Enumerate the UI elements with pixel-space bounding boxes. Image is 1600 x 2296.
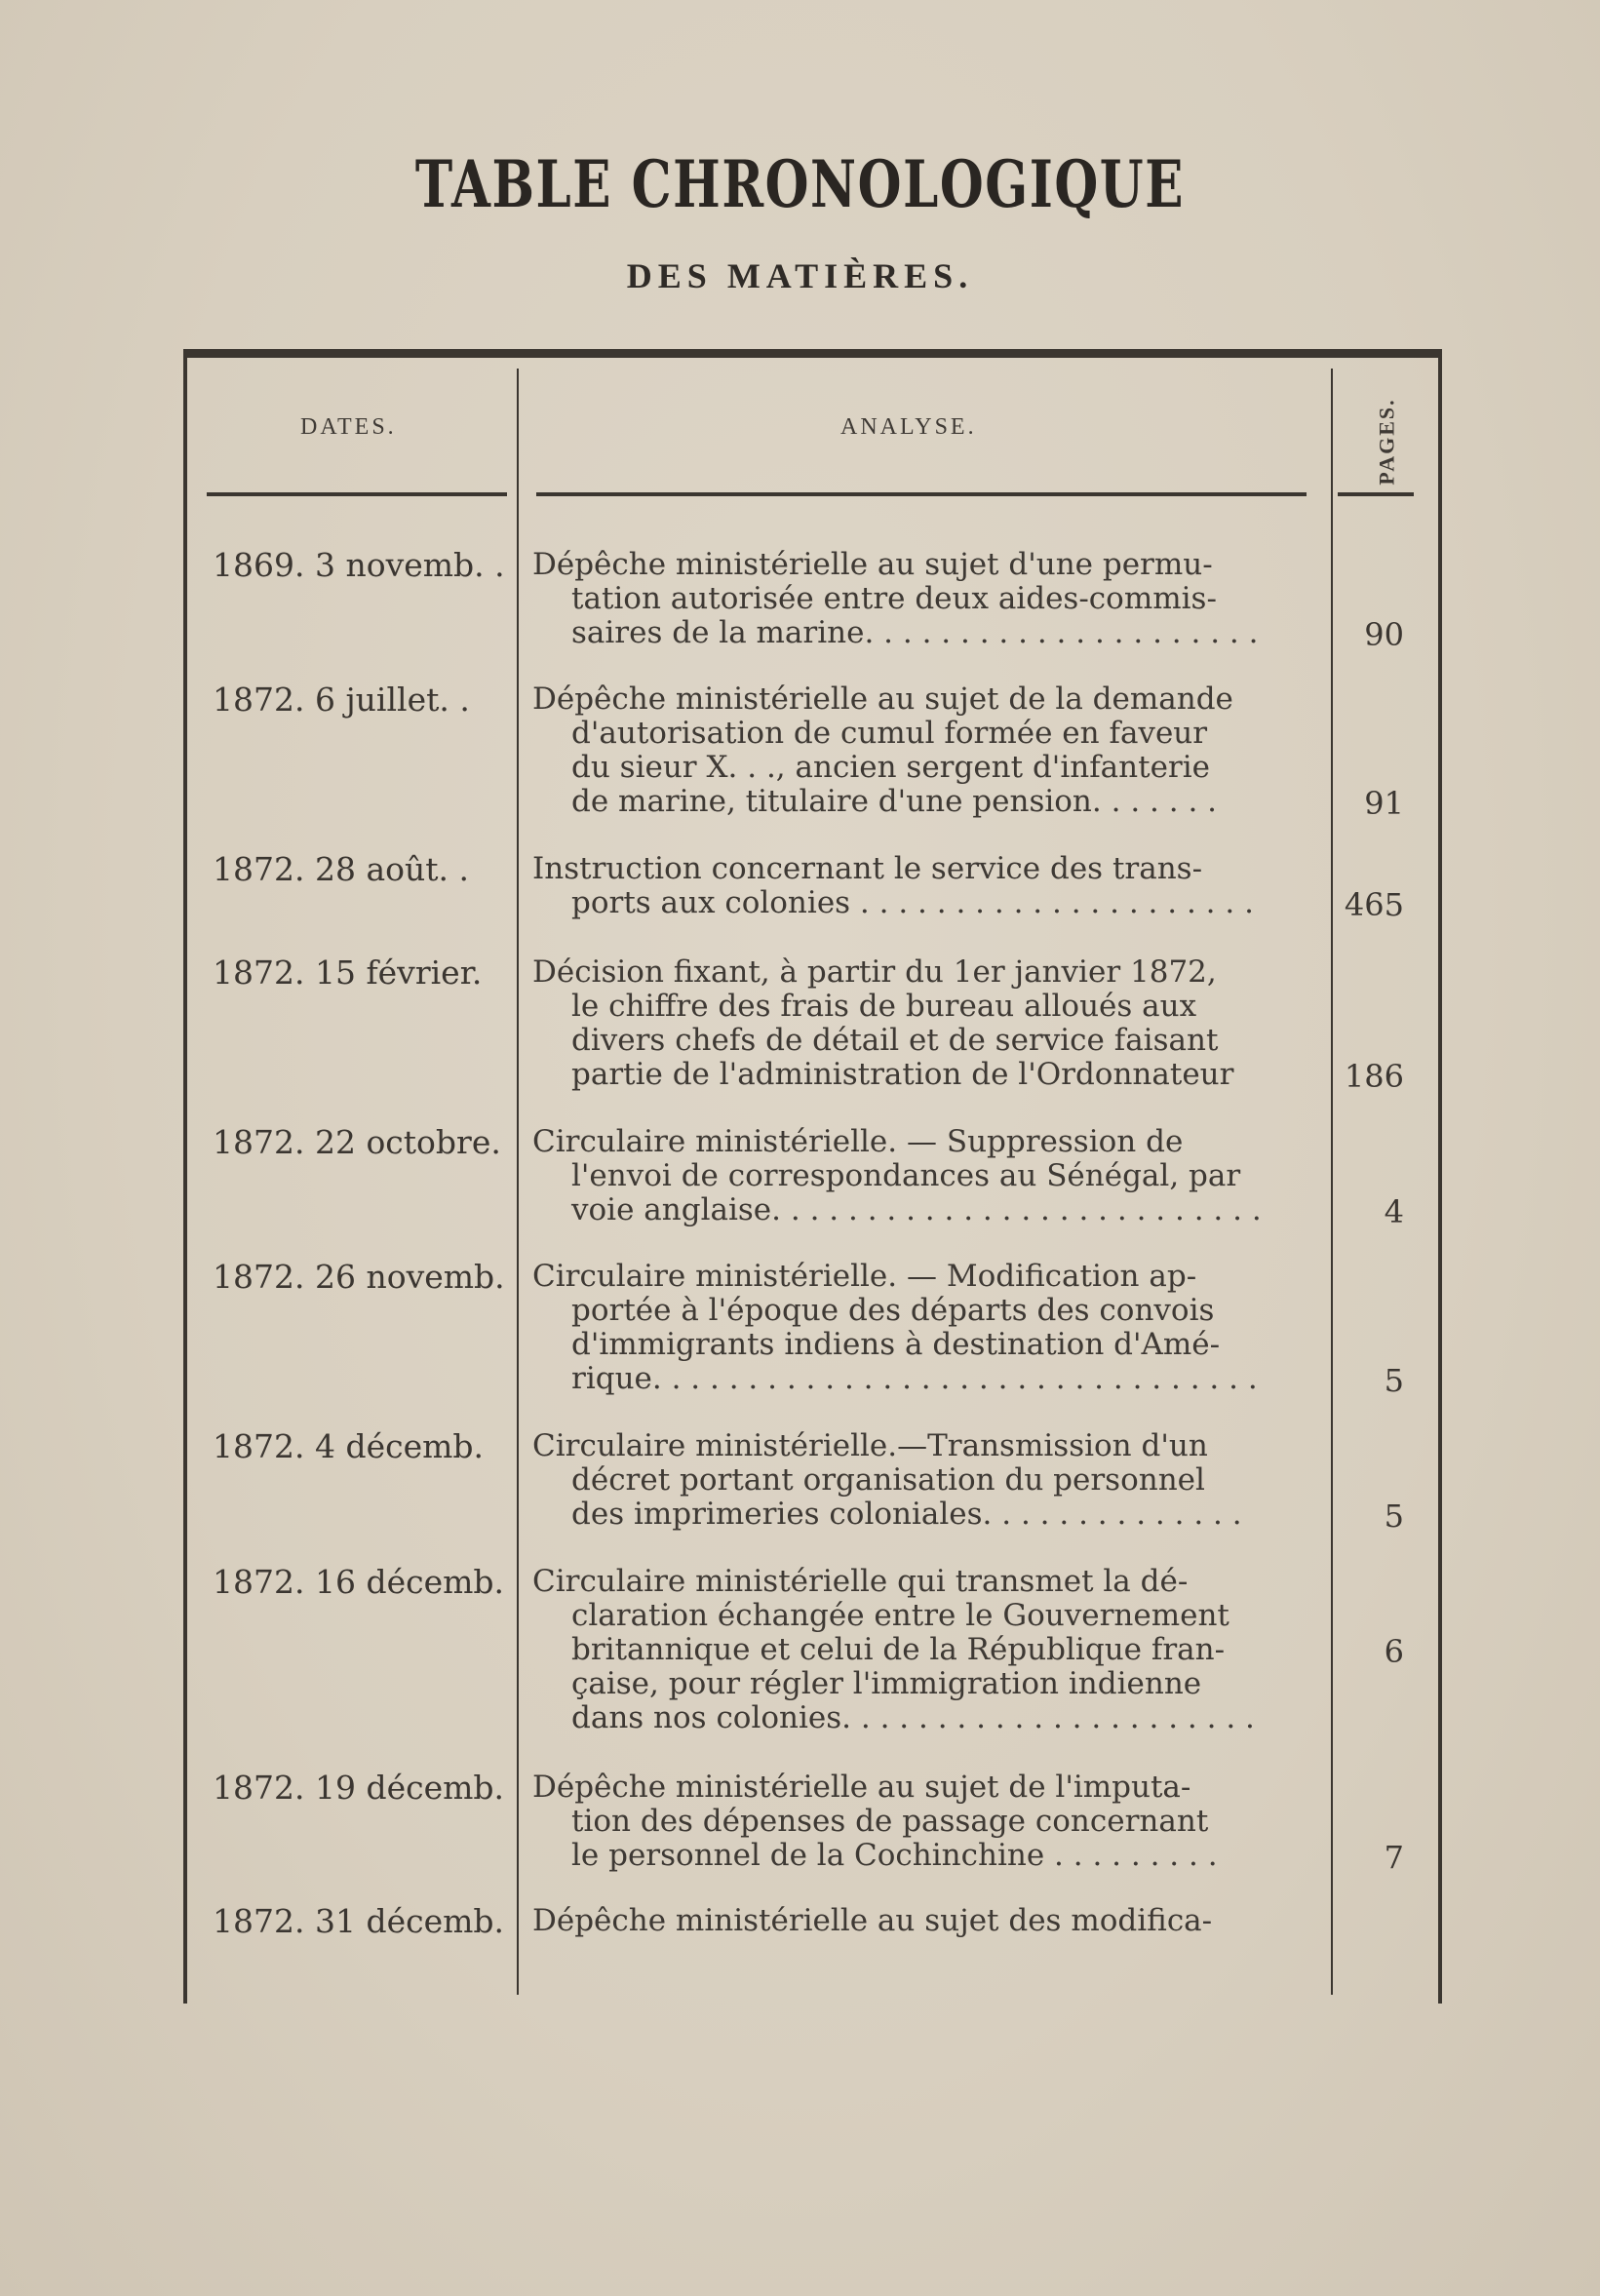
entry-page-number: 6	[1384, 1633, 1404, 1670]
column-divider-dates	[517, 369, 519, 1995]
entry-date: 1872. 19 décemb.	[213, 1769, 505, 1807]
column-header-dates: DATES.	[300, 414, 397, 440]
entry-analysis	[532, 1429, 1320, 1532]
analysis-line: Instruction concernant le service des trans-	[532, 852, 1203, 886]
analysis-line: Dépêche ministérielle au sujet de l'imputa-	[532, 1771, 1191, 1805]
entry-date: 1872. 6 juillet. .	[213, 681, 470, 719]
entry-date: 1872. 28 août. .	[213, 850, 469, 888]
entry-page-number: 5	[1384, 1362, 1404, 1399]
entry-page-number: 7	[1384, 1839, 1404, 1876]
entry-analysis	[532, 1260, 1320, 1396]
entry-analysis	[532, 1565, 1320, 1735]
entry-analysis	[532, 682, 1320, 819]
page-subtitle: DES MATIÈRES.	[626, 256, 974, 295]
analysis-line: Dépêche ministérielle au sujet d'une permu-	[532, 548, 1213, 582]
analysis-line: britannique et celui de la République fran-	[571, 1633, 1226, 1667]
entry-page-number: 186	[1344, 1058, 1404, 1095]
analysis-line: partie de l'administration de l'Ordonnateur	[571, 1058, 1234, 1092]
analysis-line: Circulaire ministérielle qui transmet la dé-	[532, 1565, 1189, 1599]
analysis-line: Circulaire ministérielle.—Transmission d'un	[532, 1429, 1208, 1463]
entry-date: 1872. 4 décemb.	[213, 1427, 485, 1465]
entry-date: 1872. 31 décemb.	[213, 1902, 505, 1940]
header-rule-pages	[1338, 492, 1414, 496]
analysis-line: du sieur X. . ., ancien sergent d'infanterie	[571, 751, 1210, 785]
analysis-line: ports aux colonies . . . . . . . . . . . . . . . . . . . . .	[571, 886, 1254, 920]
entry-analysis	[532, 955, 1320, 1092]
page-title: TABLE CHRONOLOGIQUE	[414, 146, 1186, 222]
column-divider-pages	[1331, 369, 1333, 1995]
analysis-line: rique. . . . . . . . . . . . . . . . . . . . . . . . . . . . . . . .	[571, 1362, 1258, 1396]
analysis-line: décret portant organisation du personnel	[571, 1463, 1205, 1498]
header-rule-dates	[207, 492, 507, 496]
entry-analysis	[532, 1125, 1320, 1227]
analysis-line: saires de la marine. . . . . . . . . . . . . . . . . . . . .	[571, 616, 1259, 650]
analysis-line: d'immigrants indiens à destination d'Amé-	[571, 1328, 1221, 1362]
analysis-line: tation autorisée entre deux aides-commis-	[571, 582, 1217, 616]
analysis-line: Décision fixant, à partir du 1er janvier 1872,	[532, 955, 1217, 990]
analysis-line: Dépêche ministérielle au sujet des modifica-	[532, 1904, 1213, 1938]
analysis-line: de marine, titulaire d'une pension. . . . . . .	[571, 785, 1218, 819]
entry-analysis	[532, 1904, 1320, 1938]
entry-analysis	[532, 548, 1320, 650]
analysis-line: claration échangée entre le Gouvernement	[571, 1599, 1229, 1633]
analysis-line: l'envoi de correspondances au Sénégal, par	[571, 1159, 1241, 1193]
entry-page-number: 465	[1344, 886, 1404, 923]
analysis-line: tion des dépenses de passage concernant	[571, 1805, 1209, 1839]
analysis-line: dans nos colonies. . . . . . . . . . . . . . . . . . . . . .	[571, 1701, 1255, 1735]
column-header-pages: PAGES.	[1374, 398, 1399, 486]
analysis-line: le chiffre des frais de bureau alloués aux	[571, 990, 1197, 1024]
analysis-line: divers chefs de détail et de service faisant	[571, 1024, 1219, 1058]
header-rule-analyse	[536, 492, 1307, 496]
analysis-line: des imprimeries coloniales. . . . . . . . . . . . . .	[571, 1498, 1242, 1532]
analysis-line: çaise, pour régler l'immigration indienne	[571, 1667, 1202, 1701]
entry-date: 1872. 22 octobre.	[213, 1123, 501, 1161]
entry-analysis	[532, 1771, 1320, 1873]
entry-page-number: 5	[1384, 1498, 1404, 1535]
entry-date: 1872. 16 décemb.	[213, 1563, 505, 1601]
analysis-line: voie anglaise. . . . . . . . . . . . . . . . . . . . . . . . . .	[571, 1193, 1262, 1227]
entry-analysis	[532, 852, 1320, 920]
analysis-line: Circulaire ministérielle. — Suppression de	[532, 1125, 1184, 1159]
entry-date: 1869. 3 novemb. .	[213, 546, 505, 584]
analysis-line: le personnel de la Cochinchine . . . . . . . . .	[571, 1839, 1218, 1873]
entry-date: 1872. 15 février.	[213, 953, 483, 992]
entry-date: 1872. 26 novemb.	[213, 1258, 505, 1296]
entry-page-number: 4	[1384, 1193, 1404, 1230]
analysis-line: Dépêche ministérielle au sujet de la demande	[532, 682, 1233, 717]
entry-page-number: 91	[1364, 785, 1404, 822]
analysis-line: Circulaire ministérielle. — Modification ap-	[532, 1260, 1197, 1294]
analysis-line: portée à l'époque des départs des convois	[571, 1294, 1215, 1328]
column-header-analyse: ANALYSE.	[840, 414, 977, 440]
entry-page-number: 90	[1364, 616, 1404, 653]
analysis-line: d'autorisation de cumul formée en faveur	[571, 717, 1208, 751]
